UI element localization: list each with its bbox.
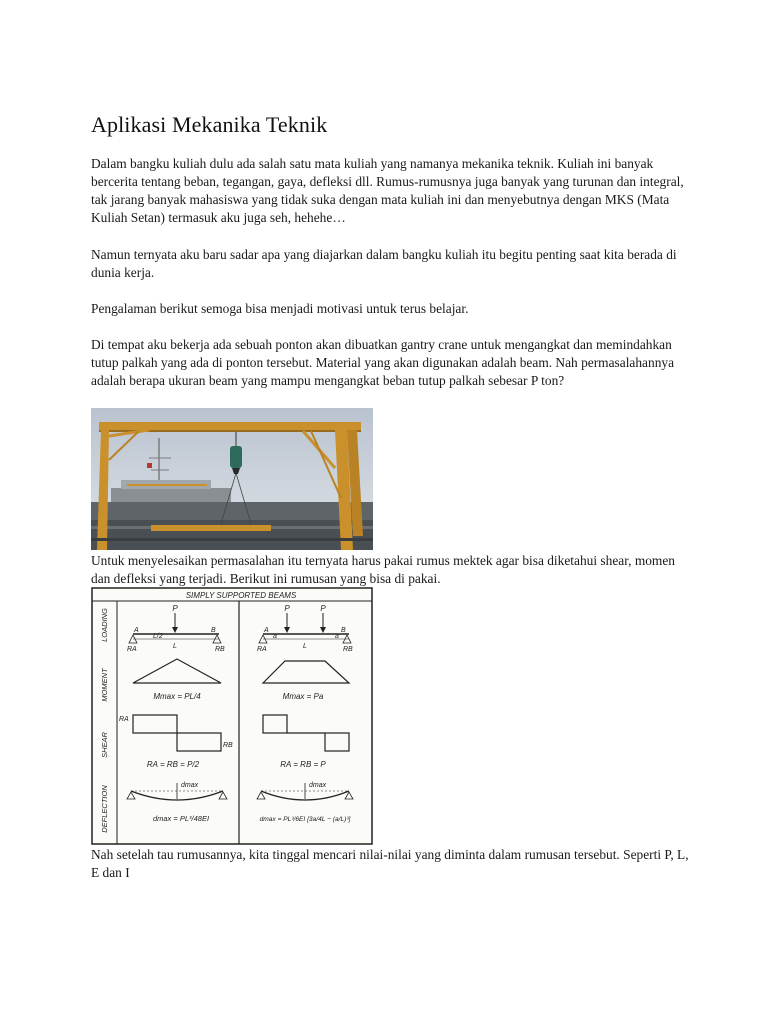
- left-moment-diagram: [133, 659, 221, 683]
- row-label-shear: SHEAR: [100, 732, 109, 758]
- right-mmax: Mmax = Pa: [282, 692, 324, 701]
- paragraph-motivation: Pengalaman berikut semoga bisa menjadi motivasi untuk terus belajar.: [91, 301, 469, 316]
- left-loading: [127, 604, 225, 653]
- right-deflection-formula: dmax = PL³/6EI [3a/4L − (a/L)³]: [259, 816, 351, 823]
- left-reactions: RA = RB = P/2: [146, 760, 200, 769]
- right-rb: RB: [343, 646, 353, 653]
- paragraph-realization: Namun ternyata aku baru sadar apa yang diajarkan dalam bangku kuliah itu begitu penting saat kita berada di dunia kerja.: [91, 247, 677, 280]
- right-point-b: B: [341, 627, 346, 634]
- left-shear-negative: [177, 733, 221, 751]
- left-half-span: L/2: [153, 633, 163, 640]
- right-a1: a: [273, 633, 277, 640]
- right-load1-label: P: [284, 604, 290, 613]
- paragraph-problem: Di tempat aku bekerja ada sebuah ponton akan dibuatkan gantry crane untuk mengangkat dan memindahkan tutup palkah yang ada di ponton tersebut. Material yang akan digunakan adalah beam. Nah permasalahannya adalah berapa ukuran beam yang mampu mengangkat beban tutup palkah sebesar P ton?: [91, 337, 675, 388]
- left-rb: RB: [215, 646, 225, 653]
- right-loading: [257, 604, 353, 653]
- left-load-label: P: [172, 604, 178, 613]
- paragraph-intro: Dalam bangku kuliah dulu ada salah satu mata kuliah yang namanya mekanika teknik. Kuliah ini banyak bercerita tentang beban, tegangan, gaya, defleksi dll. Rumus-rumusnya juga banyak yang turunan dan integral, tak jarang banyak mahasiswa yang tidak suka dengan mata kuliah ini dan menyebutnya dengan MKS (Mata Kuliah Setan) termasuk aku juga seh, hehehe…: [91, 156, 684, 225]
- right-shear-negative: [325, 733, 349, 751]
- article-title: Aplikasi Mekanika Teknik: [91, 112, 328, 137]
- right-dmax-label: dmax: [309, 782, 327, 789]
- right-moment-diagram: [263, 661, 349, 683]
- right-span: L: [303, 643, 307, 650]
- left-shear-positive: [133, 715, 177, 733]
- left-dmax-label: dmax: [181, 782, 199, 789]
- paragraph-formula-intro: Untuk menyelesaikan permasalahan itu ternyata harus pakai rumus mektek agar bisa diketahui shear, momen dan defleksi yang terjadi. Berikut ini rumusan yang bisa di pakai.: [91, 553, 675, 586]
- diagram-header: SIMPLY SUPPORTED BEAMS: [185, 591, 297, 600]
- left-span: L: [173, 643, 177, 650]
- left-deflection-formula: dmax = PL³/48EI: [152, 814, 210, 823]
- row-label-deflection: DEFLECTION: [100, 785, 109, 833]
- right-shear-positive: [263, 715, 287, 733]
- simply-supported-beams-diagram: [91, 587, 373, 845]
- left-ra: RA: [127, 646, 137, 653]
- right-load2-label: P: [320, 604, 326, 613]
- right-point-a: A: [264, 627, 269, 634]
- gantry-crane-photo: [91, 408, 373, 550]
- right-ra: RA: [257, 646, 267, 653]
- paragraph-conclusion: Nah setelah tau rumusannya, kita tinggal mencari nilai-nilai yang diminta dalam rumusan tersebut. Seperti P, L, E dan I: [91, 847, 689, 880]
- right-reactions: RA = RB = P: [280, 760, 326, 769]
- left-shear-rb: RB: [223, 742, 233, 749]
- left-shear-ra: RA: [119, 716, 129, 723]
- right-a2: a: [335, 633, 339, 640]
- left-point-a: A: [134, 627, 139, 634]
- row-label-loading: LOADING: [100, 608, 109, 642]
- left-point-b: B: [211, 627, 216, 634]
- left-mmax: Mmax = PL/4: [153, 692, 201, 701]
- row-label-moment: MOMENT: [100, 668, 109, 702]
